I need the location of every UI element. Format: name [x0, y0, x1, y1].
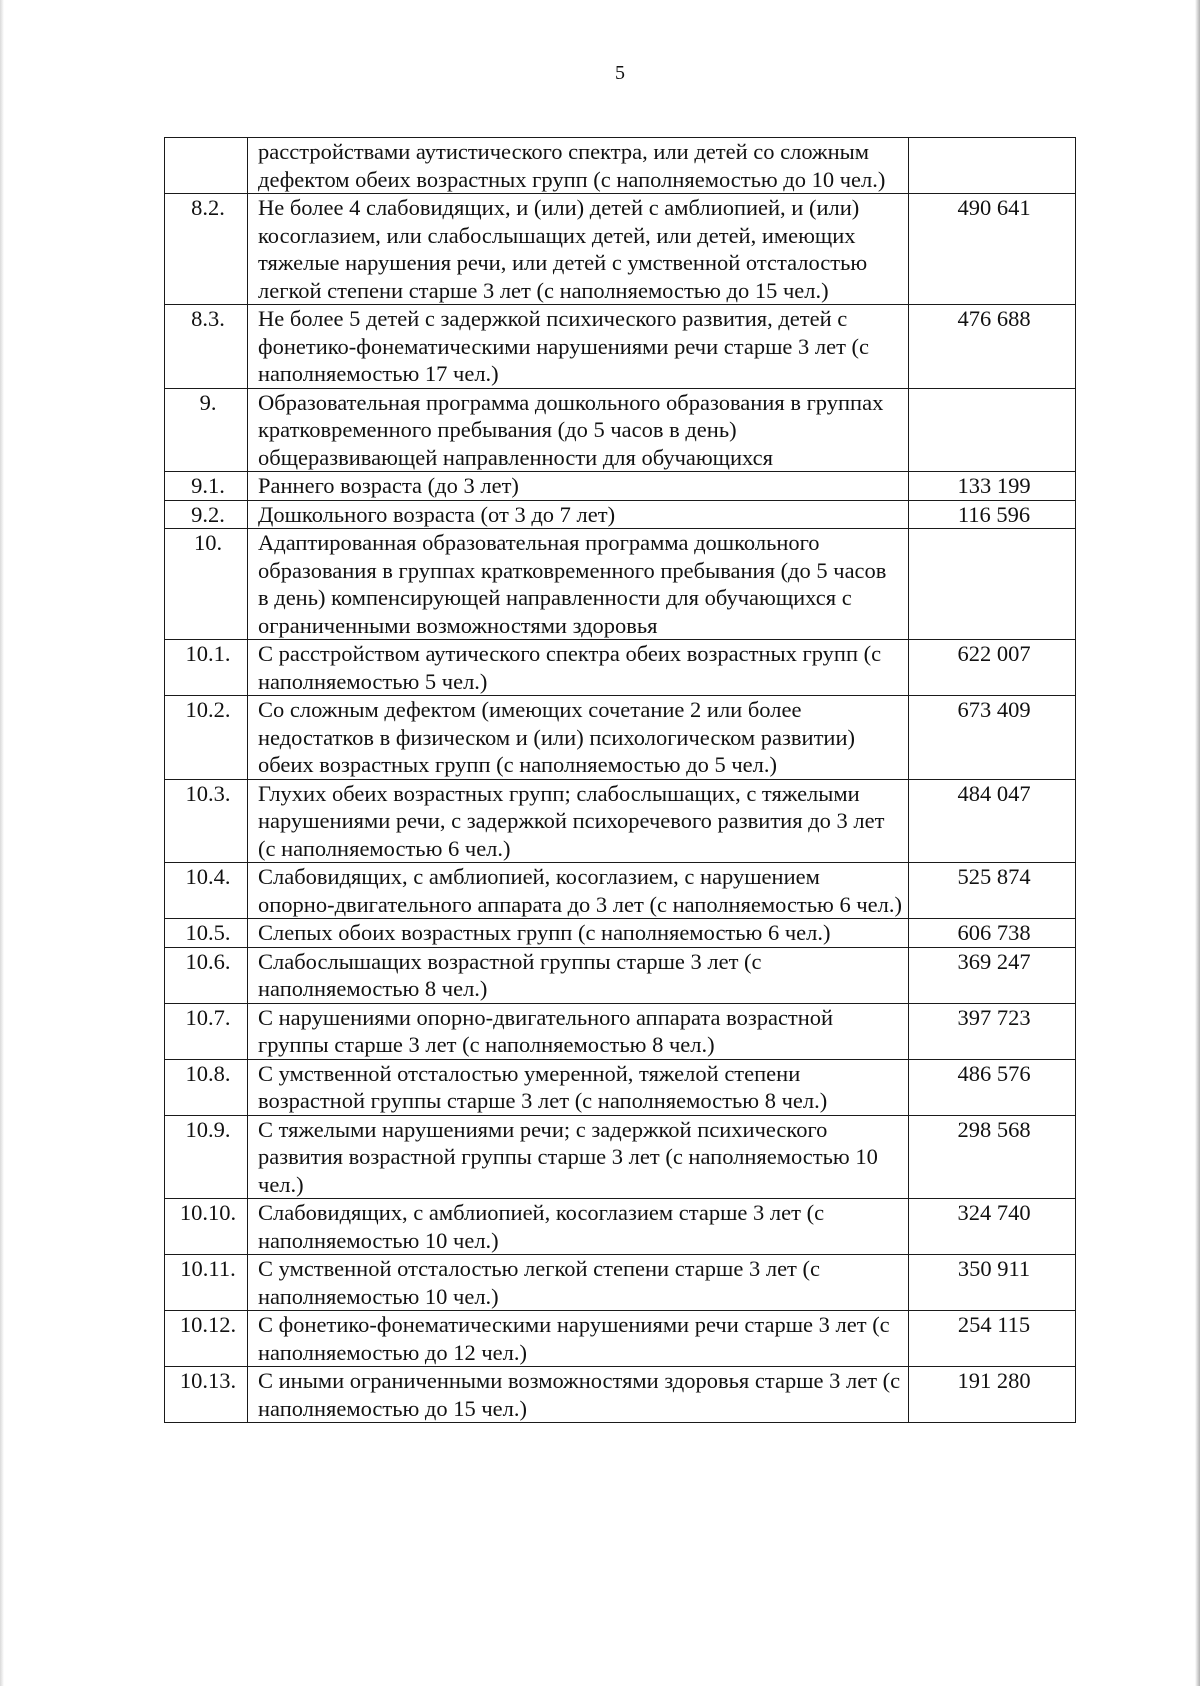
row-description: С иными ограниченными возможностями здоровья старше 3 лет (с наполняемостью до 15 чел.) — [248, 1367, 909, 1423]
table-row — [165, 947, 1076, 1003]
table-row — [165, 1367, 1076, 1423]
row-number: 10.4. — [165, 863, 248, 919]
row-value: 133 199 — [909, 472, 1076, 501]
table-row — [165, 138, 1076, 194]
row-number: 10.6. — [165, 947, 248, 1003]
table-row — [165, 1311, 1076, 1367]
row-number: 10.7. — [165, 1003, 248, 1059]
row-value: 484 047 — [909, 779, 1076, 863]
row-value — [909, 138, 1076, 194]
row-number — [165, 138, 248, 194]
row-number: 9. — [165, 388, 248, 472]
row-value: 397 723 — [909, 1003, 1076, 1059]
row-description: С умственной отсталостью умеренной, тяжелой степени возрастной группы старше 3 лет (с наполняемостью 8 чел.) — [248, 1059, 909, 1115]
page-number: 5 — [615, 62, 625, 84]
scan-edge-left — [0, 0, 4, 1686]
row-value: 622 007 — [909, 640, 1076, 696]
table-row — [165, 919, 1076, 948]
row-value — [909, 388, 1076, 472]
row-description: Адаптированная образовательная программа дошкольного образования в группах кратковременного пребывания (до 5 часов в день) компенсирующей направленности для обучающихся с ограниченными возможностями здоровья — [248, 529, 909, 640]
row-value: 350 911 — [909, 1255, 1076, 1311]
row-description: С умственной отсталостью легкой степени старше 3 лет (с наполняемостью 10 чел.) — [248, 1255, 909, 1311]
row-number: 10. — [165, 529, 248, 640]
row-description: С расстройством аутического спектра обеих возрастных групп (с наполняемостью 5 чел.) — [248, 640, 909, 696]
row-value — [909, 529, 1076, 640]
row-description: Слепых обоих возрастных групп (с наполняемостью 6 чел.) — [248, 919, 909, 948]
table-row — [165, 194, 1076, 305]
row-value: 476 688 — [909, 305, 1076, 389]
table-row — [165, 640, 1076, 696]
scan-edge-right — [1195, 0, 1200, 1686]
row-number: 10.10. — [165, 1199, 248, 1255]
table-row — [165, 529, 1076, 640]
row-description: Со сложным дефектом (имеющих сочетание 2 или более недостатков в физическом и (или) психологическом развитии) обеих возрастных групп (с наполняемостью до 5 чел.) — [248, 696, 909, 780]
row-number: 8.2. — [165, 194, 248, 305]
row-number: 10.3. — [165, 779, 248, 863]
table-row — [165, 1003, 1076, 1059]
row-number: 10.12. — [165, 1311, 248, 1367]
row-number: 10.9. — [165, 1115, 248, 1199]
table-row — [165, 1059, 1076, 1115]
row-value: 254 115 — [909, 1311, 1076, 1367]
row-number: 10.1. — [165, 640, 248, 696]
row-value: 490 641 — [909, 194, 1076, 305]
row-description: Слабовидящих, с амблиопией, косоглазием старше 3 лет (с наполняемостью 10 чел.) — [248, 1199, 909, 1255]
table-row — [165, 1115, 1076, 1199]
row-description: С нарушениями опорно-двигательного аппарата возрастной группы старше 3 лет (с наполняемостью 8 чел.) — [248, 1003, 909, 1059]
tariff-table — [164, 137, 1076, 1423]
table-row — [165, 472, 1076, 501]
row-description: С тяжелыми нарушениями речи; с задержкой психического развития возрастной группы старше 3 лет (с наполняемостью 10 чел.) — [248, 1115, 909, 1199]
row-description: Слабослышащих возрастной группы старше 3 лет (с наполняемостью 8 чел.) — [248, 947, 909, 1003]
table-row — [165, 1199, 1076, 1255]
row-number: 10.11. — [165, 1255, 248, 1311]
table-row — [165, 1255, 1076, 1311]
row-value: 369 247 — [909, 947, 1076, 1003]
table-row — [165, 779, 1076, 863]
table-row — [165, 500, 1076, 529]
row-value: 486 576 — [909, 1059, 1076, 1115]
row-value: 324 740 — [909, 1199, 1076, 1255]
table-row — [165, 696, 1076, 780]
row-number: 10.5. — [165, 919, 248, 948]
table-row — [165, 863, 1076, 919]
tariff-table-body — [165, 138, 1076, 1423]
row-value: 116 596 — [909, 500, 1076, 529]
row-value: 298 568 — [909, 1115, 1076, 1199]
row-number: 9.2. — [165, 500, 248, 529]
row-value: 673 409 — [909, 696, 1076, 780]
row-number: 8.3. — [165, 305, 248, 389]
row-description: С фонетико-фонематическими нарушениями речи старше 3 лет (с наполняемостью до 12 чел.) — [248, 1311, 909, 1367]
row-description: Не более 5 детей с задержкой психического развития, детей с фонетико-фонематическими нарушениями речи старше 3 лет (с наполняемостью 17 чел.) — [248, 305, 909, 389]
row-description: Образовательная программа дошкольного образования в группах кратковременного пребывания (до 5 часов в день) общеразвивающей направленности для обучающихся — [248, 388, 909, 472]
row-description: Глухих обеих возрастных групп; слабослышащих, с тяжелыми нарушениями речи, с задержкой психоречевого развития до 3 лет (с наполняемостью 6 чел.) — [248, 779, 909, 863]
row-number: 10.2. — [165, 696, 248, 780]
row-number: 9.1. — [165, 472, 248, 501]
row-value: 606 738 — [909, 919, 1076, 948]
table-row — [165, 388, 1076, 472]
row-number: 10.8. — [165, 1059, 248, 1115]
row-description: Не более 4 слабовидящих, и (или) детей с амблиопией, и (или) косоглазием, или слабослышащих детей, или детей, имеющих тяжелые нарушения речи, или детей с умственной отсталостью легкой степени старше 3 лет (с наполняемостью до 15 чел.) — [248, 194, 909, 305]
table-row — [165, 305, 1076, 389]
row-value: 191 280 — [909, 1367, 1076, 1423]
row-description: Слабовидящих, с амблиопией, косоглазием, с нарушением опорно-двигательного аппарата до 3 лет (с наполняемостью 6 чел.) — [248, 863, 909, 919]
row-description: Дошкольного возраста (от 3 до 7 лет) — [248, 500, 909, 529]
row-number: 10.13. — [165, 1367, 248, 1423]
row-description: Раннего возраста (до 3 лет) — [248, 472, 909, 501]
row-description: расстройствами аутистического спектра, или детей со сложным дефектом обеих возрастных групп (с наполняемостью до 10 чел.) — [248, 138, 909, 194]
row-value: 525 874 — [909, 863, 1076, 919]
